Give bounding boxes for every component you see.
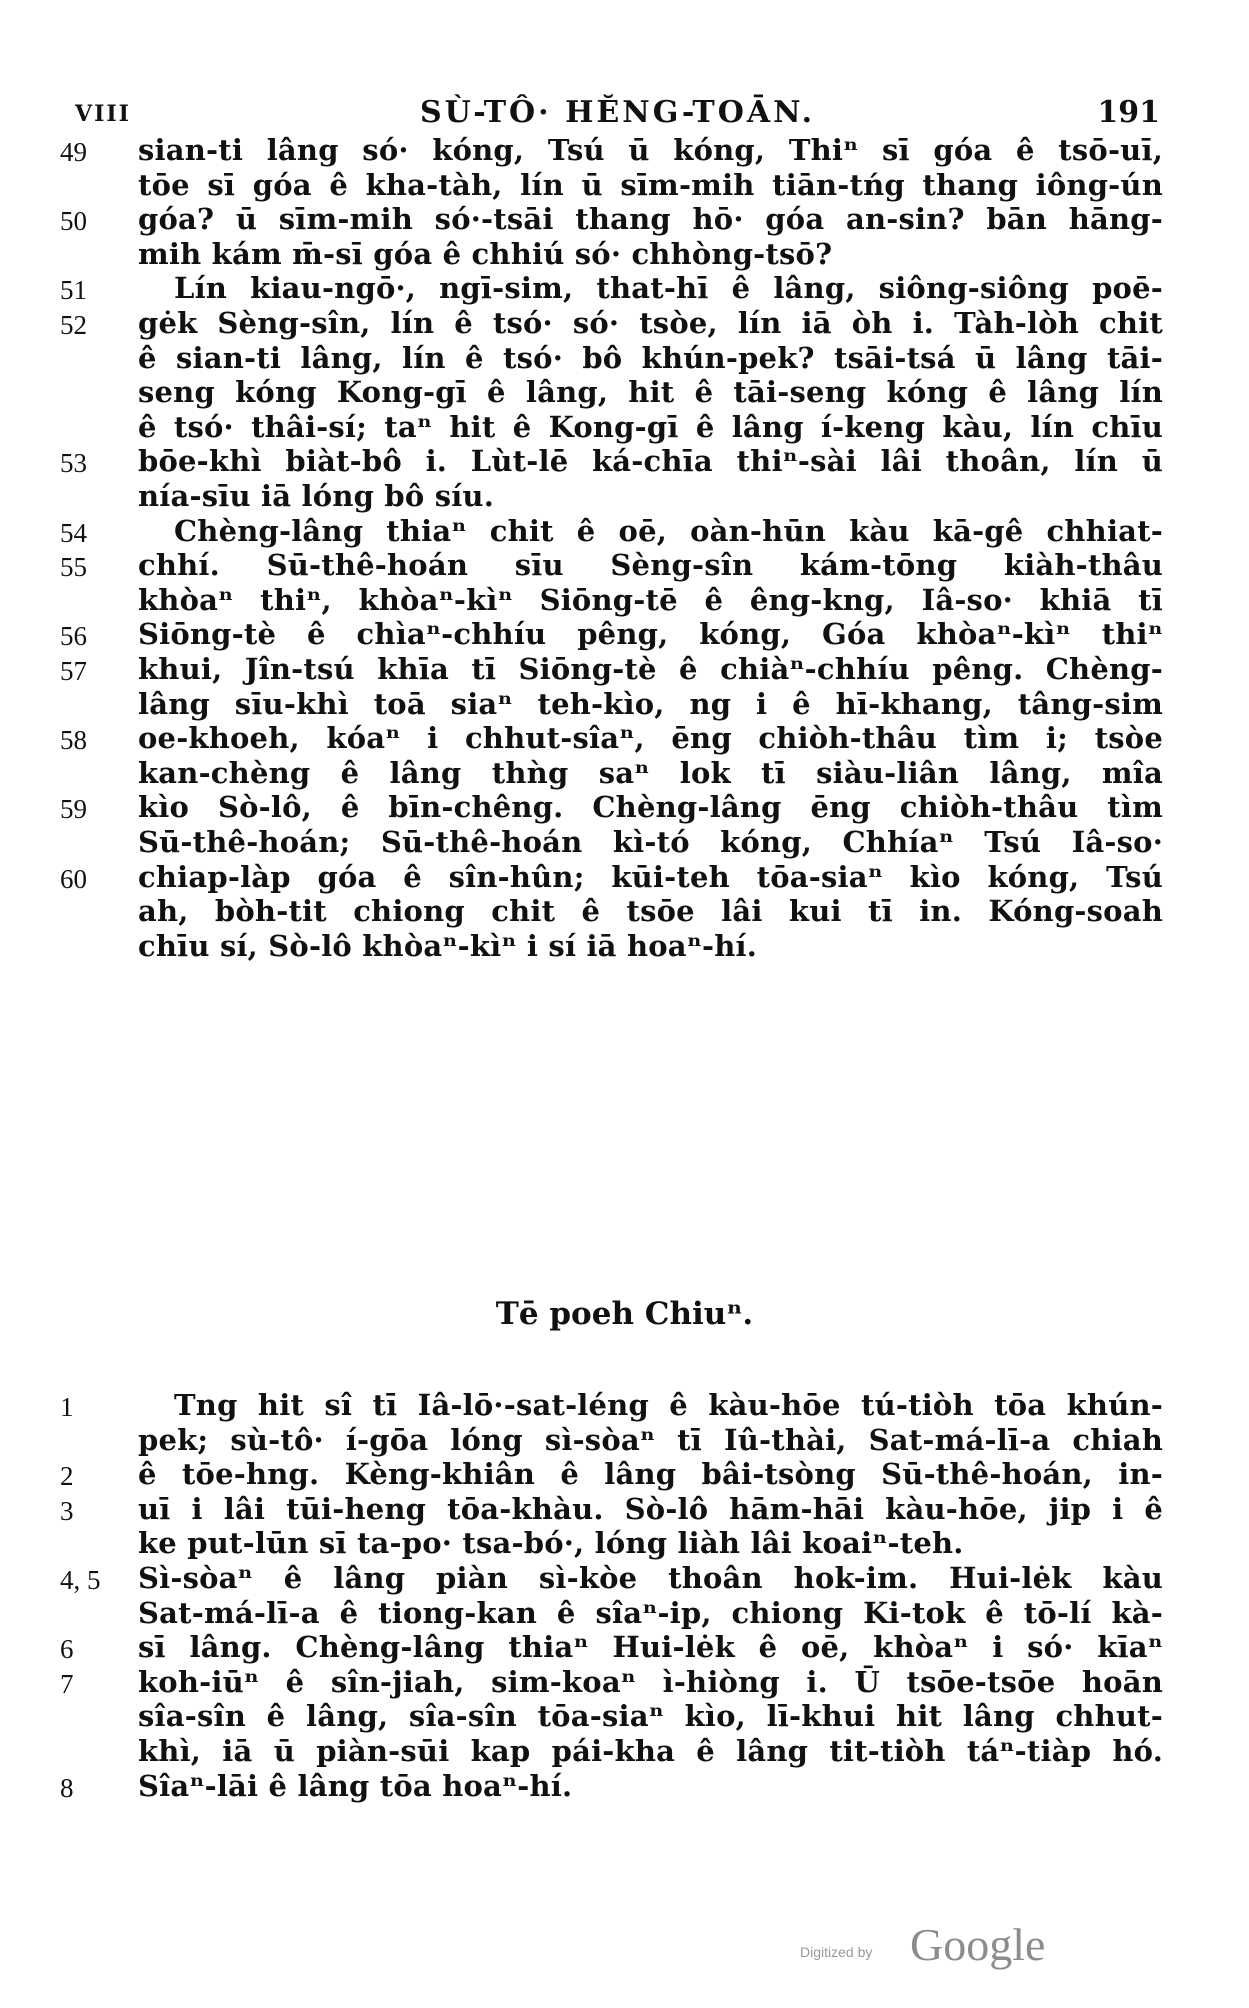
verse-text: koh-iūⁿ ê sîn-jiah, sim-koaⁿ ì-hiòng i. Ū tsōe-tsōe hoān [138, 1664, 1163, 1699]
digitized-watermark [800, 1918, 1090, 1978]
verse-text: bōe-khì biàt-bô i. Lùt-lē ká-chīa thiⁿ-sài lâi thoân, lín ū [138, 444, 1163, 479]
verse-number: 6 [60, 1634, 74, 1665]
verse-text: Sū-thê-hoán; Sū-thê-hoán kì-tó kóng, Chhíaⁿ Tsú Iâ-so· [138, 825, 1163, 859]
verse-text: Sat-má-lī-a ê tiong-kan ê sîaⁿ-ip, chiong Ki-tok ê tō-lí kà- [138, 1595, 1163, 1630]
digitized-by-text: Digitized by [800, 1944, 873, 1960]
verse-text: sī lâng. Chèng-lâng thiaⁿ Hui-lėk ê oē, khòaⁿ i só· kīaⁿ [138, 1630, 1163, 1665]
verse-text: khui, Jîn-tsú khīa tī Siōng-tè ê chiàⁿ-chhíu pêng. Chèng- [138, 652, 1163, 686]
verse-text: tōe sī góa ê kha-tàh, lín ū sīm-mih tiān-tńg thang iông-ún [138, 167, 1163, 202]
verse-text: gėk Sèng-sîn, lín ê tsó· só· tsòe, lín iā òh i. Tàh-lòh chit [138, 306, 1163, 340]
verse-text: lâng sīu-khì toā siaⁿ teh-kìo, ng i ê hī-khang, tâng-sim [138, 686, 1163, 721]
verse-number: 60 [60, 863, 87, 894]
verse-text: nía-sīu iā lóng bô síu. [138, 479, 495, 513]
verse-text: chiap-làp góa ê sîn-hûn; kūi-teh tōa-siaⁿ kìo kóng, Tsú [138, 859, 1163, 894]
header-title: SÙ-TÔ· HĔNG-TOĀN. [419, 95, 816, 130]
verse-text: uī i lâi tūi-heng tōa-khàu. Sò-lô hām-hāi kàu-hōe, jip i ê [138, 1491, 1163, 1526]
verse-text: seng kóng Kong-gī ê lâng, hit ê tāi-seng kóng ê lâng lín [138, 375, 1163, 410]
verse-text: oe-khoeh, kóaⁿ i chhut-sîaⁿ, ēng chiòh-thâu tìm i; tsòe [138, 721, 1163, 756]
header-volume-number: VIII [75, 101, 131, 127]
verse-number: 52 [60, 310, 87, 340]
page-number: 191 [1097, 95, 1160, 130]
google-logo: Google [910, 1919, 1046, 1970]
verse-text: sian-ti lâng só· kóng, Tsú ū kóng, Thiⁿ sī góa ê tsō-uī, [138, 133, 1163, 167]
verse-text: ê sian-ti lâng, lín ê tsó· bô khún-pek? tsāi-tsá ū lâng tāi- [138, 340, 1163, 375]
verse-text: pek; sù-tô· í-gōa lóng sì-sòaⁿ tī Iû-thài, Sat-má-lī-a chiah [138, 1422, 1163, 1457]
verse-text: Siōng-tè ê chìaⁿ-chhíu pêng, kóng, Góa khòaⁿ-kìⁿ thiⁿ [138, 617, 1163, 652]
verse-number: 49 [60, 137, 87, 167]
verse-number: 2 [60, 1461, 74, 1492]
verse-text: góa? ū sīm-mih só·-tsāi thang hō· góa an-sin? bān hāng- [138, 202, 1163, 237]
verse-number: 7 [60, 1668, 74, 1699]
verse-text: sîa-sîn ê lâng, sîa-sîn tōa-siaⁿ kìo, lī-khui hit lâng chhut- [138, 1699, 1163, 1734]
verse-number: 54 [60, 517, 87, 548]
verse-number: 4, 5 [60, 1565, 101, 1595]
verse-text: khòaⁿ thiⁿ, khòaⁿ-kìⁿ Siōng-tē ê êng-kng, Iâ-so· khiā tī [138, 582, 1163, 617]
verse-number: 56 [60, 621, 87, 652]
verse-number: 50 [60, 206, 87, 237]
verse-text: kan-chèng ê lâng thǹg saⁿ lok tī siàu-liân lâng, mîa [138, 755, 1163, 790]
verse-line [0, 1767, 1249, 1811]
verse-number: 59 [60, 794, 87, 825]
verse-text: ê tōe-hng. Kèng-khiân ê lâng bâi-tsòng Sū-thê-hoán, in- [138, 1457, 1163, 1492]
verse-text: Lín kiau-ngō·, ngī-sim, that-hī ê lâng, siông-siông poē- [174, 271, 1163, 306]
chapter-heading: Tē poeh Chiuⁿ. [495, 1296, 754, 1332]
verse-text: ah, bòh-tit chiong chit ê tsōe lâi kui tī in. Kóng-soah [138, 894, 1163, 929]
verse-number: 51 [60, 275, 87, 306]
verse-text: Sì-sòaⁿ ê lâng piàn sì-kòe thoân hok-im. Hui-lėk kàu [138, 1561, 1163, 1595]
verse-text: Chèng-lâng thiaⁿ chit ê oē, oàn-hūn kàu kā-gê chhiat- [174, 513, 1163, 548]
verse-text: ê tsó· thâi-sí; taⁿ hit ê Kong-gī ê lâng í-keng kàu, lín chīu [138, 409, 1163, 444]
verse-text: ke put-lūn sī ta-po· tsa-bó·, lóng liàh lâi koaiⁿ-teh. [138, 1526, 964, 1561]
verse-text: kìo Sò-lô, ê bīn-chêng. Chèng-lâng ēng chiòh-thâu tìm [138, 790, 1163, 825]
verse-text: Tng hit sî tī Iâ-lō·-sat-léng ê kàu-hōe tú-tiòh tōa khún- [174, 1388, 1163, 1422]
verse-text: chhí. Sū-thê-hoán sīu Sèng-sîn kám-tōng kiàh-thâu [138, 548, 1163, 583]
verse-number: 55 [60, 552, 87, 583]
verse-number: 8 [60, 1772, 74, 1803]
verse-line [0, 927, 1249, 971]
verse-number: 3 [60, 1495, 74, 1526]
verse-number: 1 [60, 1392, 74, 1422]
verse-number: 58 [60, 725, 87, 756]
running-header [75, 95, 1160, 135]
verse-text: Sîaⁿ-lāi ê lâng tōa hoaⁿ-hí. [138, 1768, 573, 1803]
verse-text: chīu sí, Sò-lô khòaⁿ-kìⁿ i sí iā hoaⁿ-hí. [138, 928, 758, 963]
verse-text: mih kám m̄-sī góa ê chhiú só· chhòng-tsō? [138, 236, 833, 271]
verse-number: 53 [60, 448, 87, 479]
verse-number: 57 [60, 656, 87, 686]
verse-text: khì, iā ū piàn-sūi kap pái-kha ê lâng tit-tiòh táⁿ-tiàp hó. [138, 1734, 1163, 1768]
